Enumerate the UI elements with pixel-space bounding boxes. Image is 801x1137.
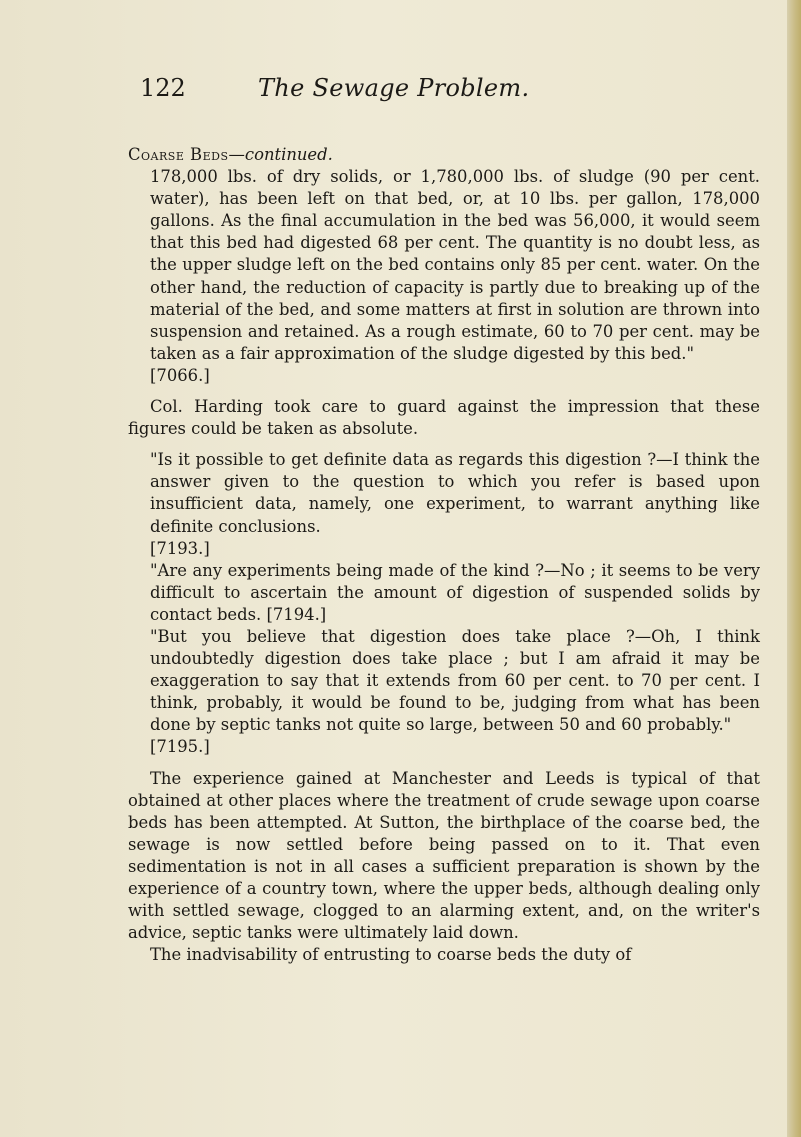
paragraph [128, 768, 760, 945]
paragraph [150, 449, 760, 559]
section-continued: continued. [244, 145, 333, 164]
paragraph [150, 166, 760, 387]
page-number: 122 [140, 74, 186, 102]
reference-number: [7194.] [266, 604, 327, 624]
page-edge [787, 0, 801, 1137]
running-title: The Sewage Problem. [258, 74, 530, 102]
section-heading [128, 144, 760, 166]
paragraph [150, 626, 760, 759]
paragraph [128, 396, 760, 440]
paragraph-text: "But you believe that digestion does take place ?—Oh, I think undoubtedly digestion does take place ; but I am afraid it may be exaggeration to say that it extends from 60 per cent. to 70 per cent. I think, probably, it would be found to be, judging from what has been done by septic tanks not quite so large, between 50 and 60 probably." [150, 626, 760, 735]
paragraph-text: "Are any experiments being made of the kind ?—No ; it seems to be very difficult to ascertain the amount of digestion of suspended solids by contact beds. [150, 560, 760, 624]
quoted-evidence [128, 449, 760, 758]
running-header [140, 74, 700, 108]
section-separator: — [228, 145, 245, 164]
paragraph-text: "Is it possible to get definite data as regards this digestion ?—I think the answer given to the question to which you refer is based upon insufficient data, namely, one experiment, to warrant anything like definite conclusions. [150, 450, 760, 536]
paragraph-text: The inadvisability of entrusting to coarse beds the duty of [150, 945, 632, 965]
reference-number: [7066.] [150, 365, 210, 385]
body-text [128, 144, 760, 966]
paragraph-text: The experience gained at Manchester and Leeds is typical of that obtained at other places where the treatment of crude sewage upon coarse beds has been attempted. At Sutton, the birthplace of the coarse bed, the sewage is now settled before being passed on to it. That even sedimentation is not in all cases a sufficient preparation is shown by the experience of a country town, where the upper beds, although dealing only with settled sewage, clogged to an alarming extent, and, on the writer's advice, septic tanks were ultimately laid down. [128, 768, 760, 943]
paragraph-text: 178,000 lbs. of dry solids, or 1,780,000 lbs. of sludge (90 per cent. water), has been left on that bed, or, at 10 lbs. per gallon, 178,000 gallons. As the final accumulation in the bed was 56,000, it would seem that this bed had digested 68 per cent. The quantity is no doubt less, as the upper sludge left on the bed contains only 85 per cent. water. On the other hand, the reduction of capacity is partly due to breaking up of the material of the bed, and some matters at first in solution are thrown into suspension and retained. As a rough estimate, 60 to 70 per cent. may be taken as a fair approximation of the sludge digested by this bed." [150, 167, 760, 363]
paragraph-text: Col. Harding took care to guard against the impression that these figures could be taken as absolute. [128, 397, 760, 439]
section-label: Coarse Beds [128, 145, 229, 164]
reference-number: [7193.] [150, 538, 210, 558]
paragraph [150, 560, 760, 626]
reference-number: [7195.] [150, 737, 210, 757]
paragraph [128, 944, 760, 966]
quoted-passage [128, 166, 760, 387]
